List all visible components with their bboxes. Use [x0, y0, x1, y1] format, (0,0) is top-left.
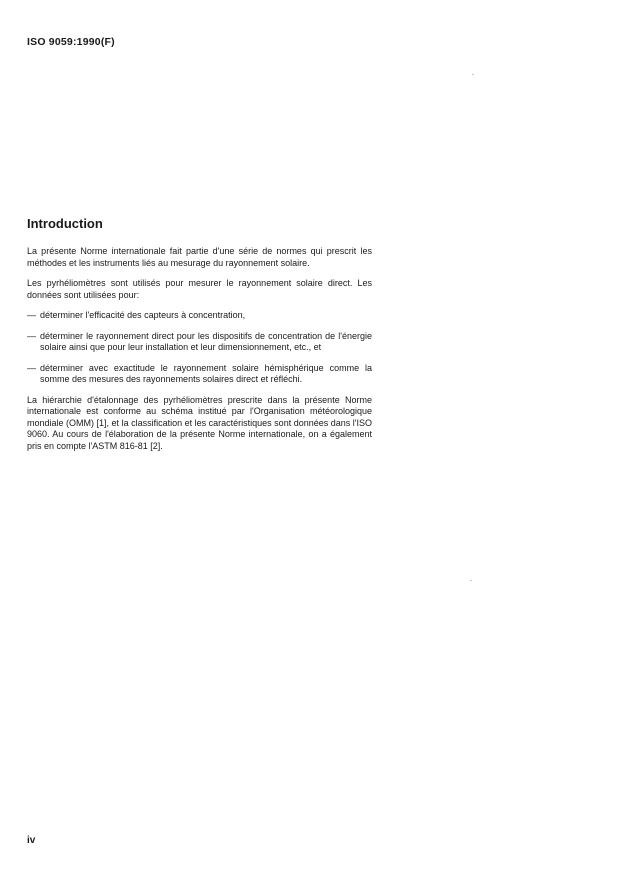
paragraph-intro: La présente Norme internationale fait partie d'une série de normes qui prescrit les méthodes et les instruments liés au mesurage du rayonnement solaire.: [27, 246, 372, 268]
scan-speck: [472, 74, 474, 75]
scan-speck: [470, 580, 472, 581]
list-item: [27, 363, 372, 386]
standard-identifier: ISO 9059:1990(F): [27, 36, 115, 48]
list-item-text: déterminer le rayonnement direct pour les dispositifs de concentration de l'énergie solaire ainsi que pour leur installation et leur dimensionnement, etc., et: [40, 330, 372, 352]
body-text: [27, 246, 372, 461]
page-number: iv: [27, 835, 36, 846]
list-item: [27, 331, 372, 354]
paragraph-calibration-hierarchy: La hiérarchie d'étalonnage des pyrhéliomètres prescrite dans la présente Norme internationale est conforme au schéma institué par l'Organisation météorologique mondiale (OMM) [1], et la classification et les caractéristiques sont données dans l'ISO 9060. Au cours de l'élaboration de la présente Norme internationale, on a également pris en compte l'ASTM 816-81 [2].: [27, 394, 372, 451]
list-dash: —: [27, 330, 36, 341]
list-item-text: déterminer avec exactitude le rayonnement solaire hémisphérique comme la somme des mesures des rayonnements solaires direct et réfléchi.: [40, 362, 372, 384]
section-title: Introduction: [27, 216, 103, 231]
paragraph-pyrheliometers: Les pyrhéliomètres sont utilisés pour mesurer le rayonnement solaire direct. Les données sont utilisées pour:: [27, 278, 372, 300]
list-item: [27, 310, 372, 322]
list-dash: —: [27, 310, 36, 320]
list-item-text: déterminer l'efficacité des capteurs à concentration,: [40, 310, 246, 320]
usage-list: [27, 310, 372, 386]
list-dash: —: [27, 362, 36, 373]
